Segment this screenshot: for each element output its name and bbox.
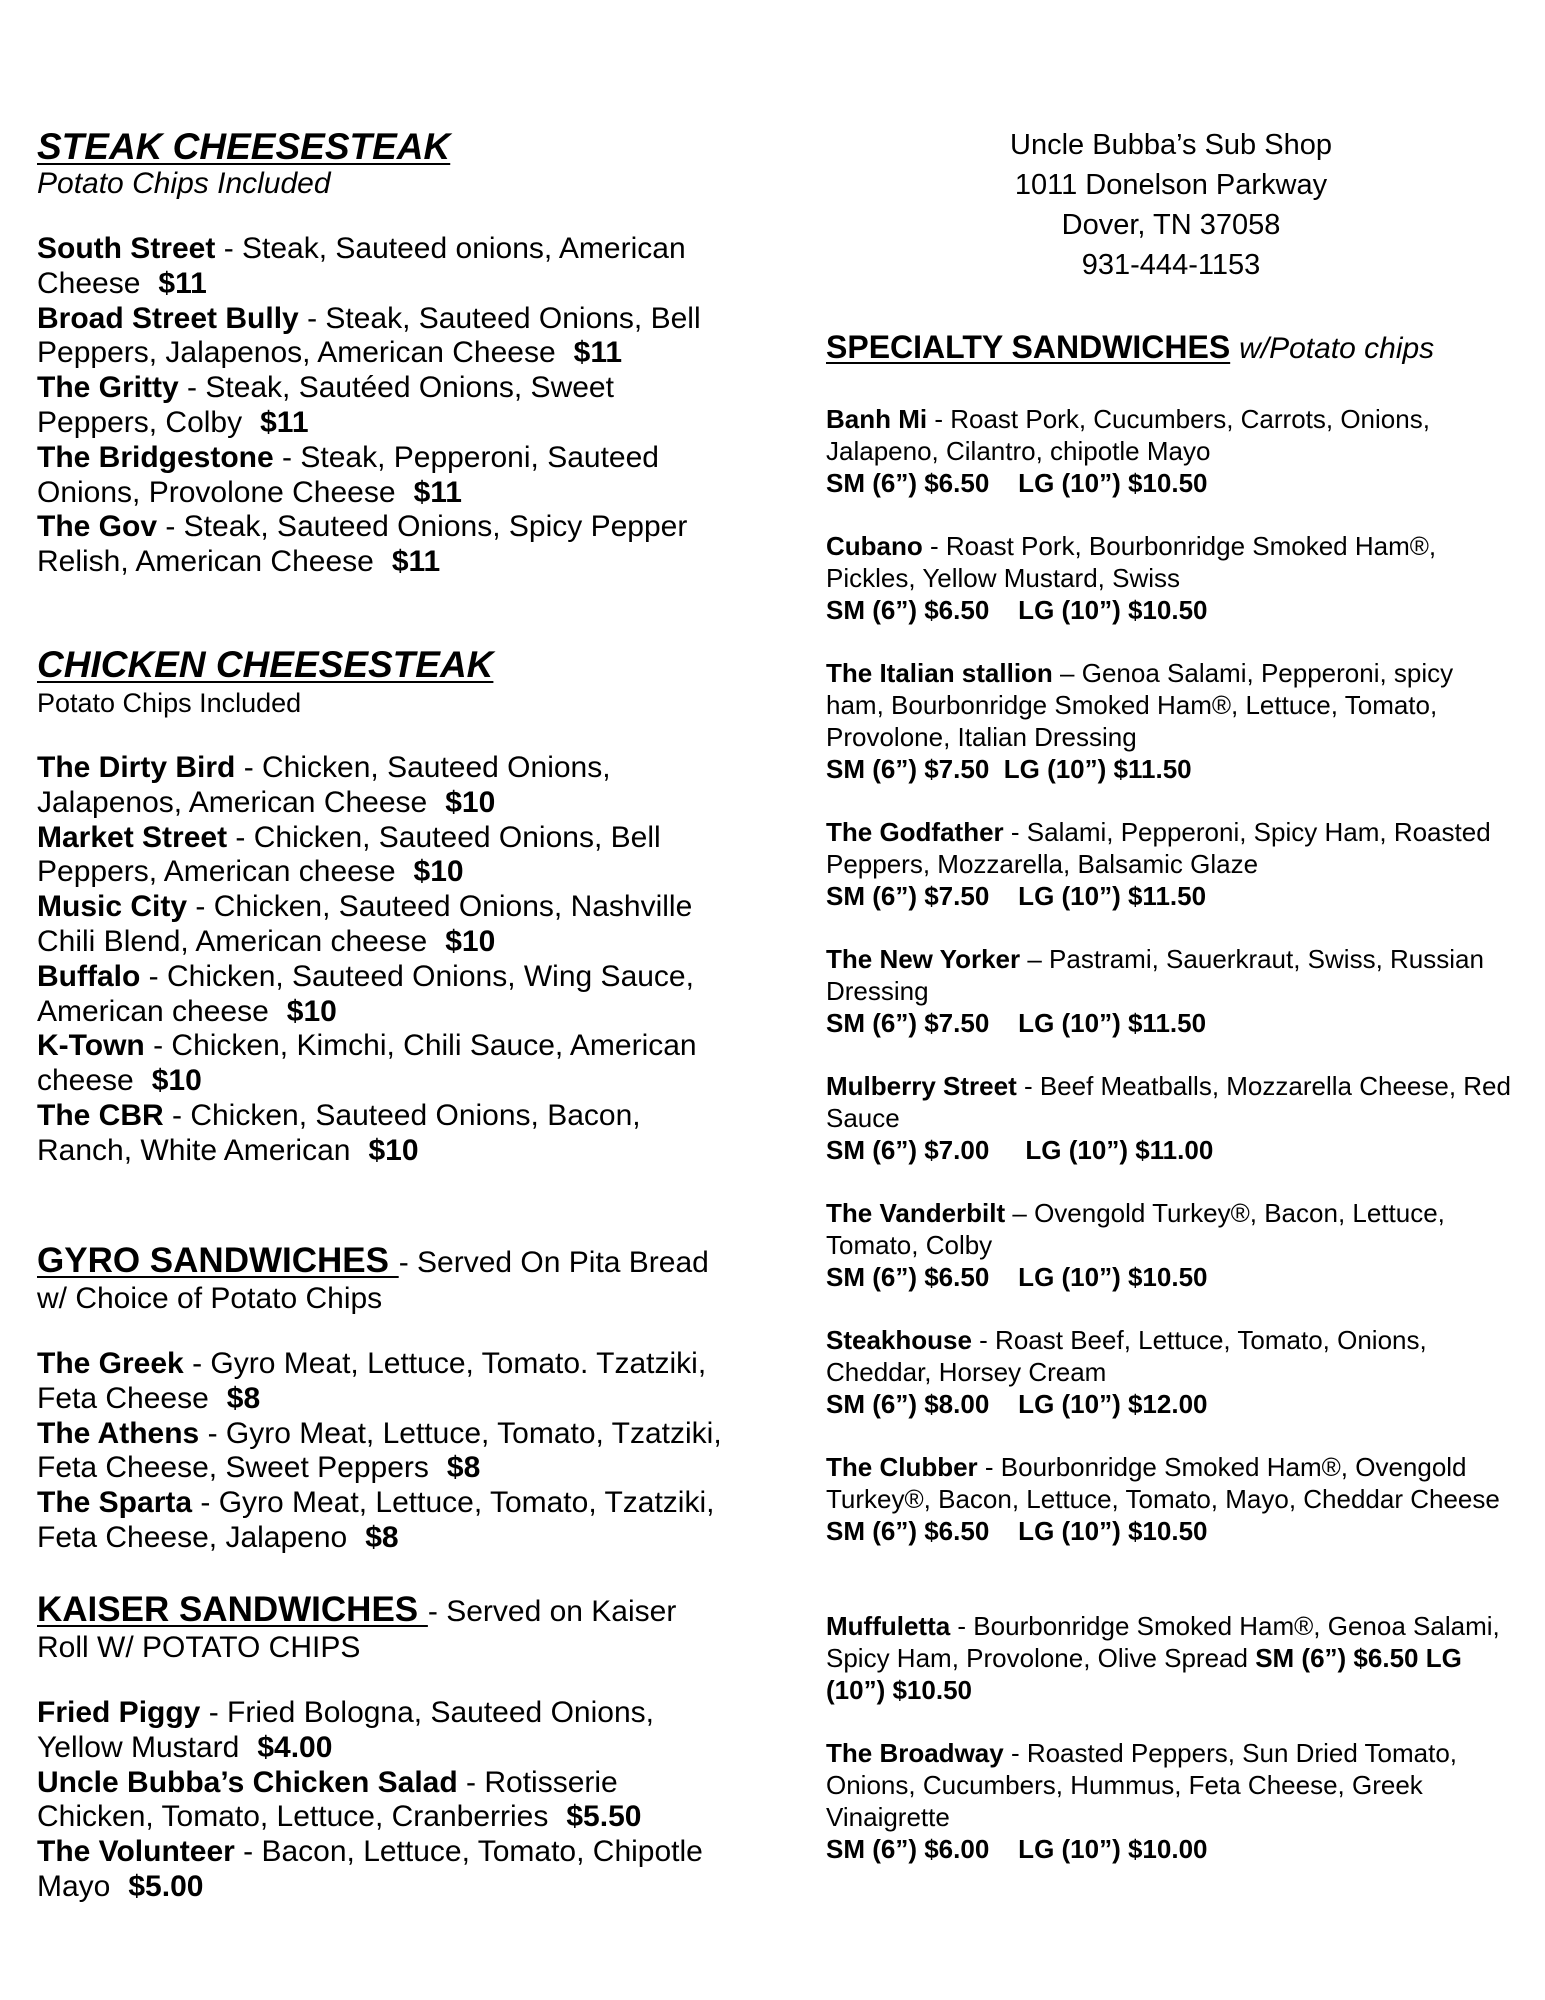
menu-item [37, 1766, 727, 1836]
item-text [826, 1610, 1516, 1706]
item-price: SM (6”) $6.50 LG (10”) $10.50 [826, 1262, 1208, 1292]
item-text [826, 943, 1516, 1007]
item-desc: - Chicken, Sauteed Onions, Jalapenos, American Cheese [37, 751, 611, 819]
menu-item [826, 1070, 1516, 1197]
item-price: SM (6”) $6.50 LG (10”) $10.50 [826, 1516, 1208, 1546]
menu-item [37, 1099, 727, 1169]
item-price: $8 [365, 1520, 399, 1554]
item-text [826, 657, 1516, 753]
item-price: SM (6”) $6.50 LG (10”) $10.50 [826, 595, 1208, 625]
item-desc: – Ovengold Turkey®, Bacon, Lettuce, Tomato, Colby [826, 1198, 1445, 1260]
item-price: $10 [368, 1133, 419, 1167]
chicken-subheading: Potato Chips Included [37, 688, 302, 718]
chicken-items [37, 751, 727, 1169]
specialty-section [826, 327, 1516, 1896]
item-price: SM (6”) $7.50 LG (10”) $11.50 [826, 754, 1192, 784]
item-desc: - Chicken, Kimchi, Chili Sauce, American cheese [37, 1029, 697, 1098]
item-name: The New Yorker [826, 944, 1021, 974]
menu-item [37, 1696, 727, 1766]
item-text [826, 403, 1516, 467]
item-desc: – Pastrami, Sauerkraut, Swiss, Russian Dressing [826, 944, 1484, 1006]
item-desc: - Chicken, Sauteed Onions, Nashville Chili Blend, American cheese [37, 890, 693, 958]
item-price: $10 [286, 994, 337, 1028]
menu-item [37, 302, 727, 372]
item-desc: – Genoa Salami, Pepperoni, spicy ham, Bourbonridge Smoked Ham®, Lettuce, Tomato, Provolone, Italian Dressing [826, 658, 1454, 752]
menu-item [37, 1417, 727, 1487]
menu-item [826, 1610, 1516, 1737]
item-name: The Gritty [37, 371, 179, 405]
menu-item [826, 1451, 1516, 1610]
item-desc: - Roast Beef, Lettuce, Tomato, Onions, Cheddar, Horsey Cream [826, 1325, 1427, 1387]
item-price: $4.00 [257, 1730, 333, 1764]
item-price: $11 [260, 405, 309, 439]
gyro-subheading: - Served On Pita Bread w/ Choice of Potato Chips [37, 1246, 709, 1315]
shop-phone: 931-444-1153 [1081, 249, 1261, 281]
item-name: South Street [37, 232, 216, 265]
item-text [826, 530, 1516, 594]
item-name: The Vanderbilt [826, 1198, 1006, 1228]
menu-item [37, 1347, 727, 1417]
steak-heading: STEAK CHEESESTEAK [37, 126, 451, 167]
kaiser-heading: KAISER SANDWICHES [37, 1590, 428, 1629]
item-price: SM (6”) $7.00 LG (10”) $11.00 [826, 1135, 1214, 1165]
item-text [826, 816, 1516, 880]
item-price: $10 [151, 1064, 202, 1098]
item-name: The Greek [37, 1347, 184, 1380]
item-text [826, 1197, 1516, 1261]
item-price: $11 [573, 336, 623, 370]
menu-item [826, 1737, 1516, 1896]
steak-section [37, 127, 727, 580]
item-desc: - Rotisserie Chicken, Tomato, Lettuce, Cranberries [37, 1765, 618, 1834]
menu-item [37, 510, 727, 580]
menu-item [826, 943, 1516, 1070]
kaiser-subheading: - Served on Kaiser Roll W/ POTATO CHIPS [37, 1595, 677, 1664]
shop-name: Uncle Bubba’s Sub Shop [1010, 129, 1332, 161]
item-desc: - Roast Pork, Bourbonridge Smoked Ham®, Pickles, Yellow Mustard, Swiss [826, 531, 1437, 593]
item-desc: - Gyro Meat, Lettuce, Tomato. Tzatziki, Feta Cheese [37, 1347, 707, 1415]
item-desc: - Beef Meatballs, Mozzarella Cheese, Red Sauce [826, 1071, 1511, 1133]
menu-item [37, 890, 727, 960]
item-price: SM (6”) $6.50 LG (10”) $10.50 [826, 468, 1208, 498]
steak-items [37, 232, 727, 580]
menu-item [826, 816, 1516, 943]
specialty-heading: SPECIALTY SANDWICHES [826, 329, 1231, 365]
item-price: $8 [446, 1451, 481, 1485]
item-desc: - Steak, Sauteed Onions, Spicy Pepper Relish, American Cheese [37, 510, 688, 579]
item-price: $8 [226, 1381, 261, 1415]
item-price: $11 [158, 266, 207, 300]
item-desc: - Bacon, Lettuce, Tomato, Chipotle Mayo [37, 1835, 703, 1903]
item-name: Uncle Bubba’s Chicken Salad [37, 1765, 458, 1799]
item-desc: - Gyro Meat, Lettuce, Tomato, Tzatziki, Feta Cheese, Jalapeno [37, 1486, 715, 1554]
specialty-header [826, 327, 1516, 369]
item-desc: - Fried Bologna, Sauteed Onions, Yellow Mustard [37, 1696, 654, 1764]
item-desc: - Bourbonridge Smoked Ham®, Genoa Salami, Spicy Ham, Provolone, Olive Spread [826, 1611, 1500, 1673]
item-desc: - Roast Pork, Cucumbers, Carrots, Onions, Jalapeno, Cilantro, chipotle Mayo [826, 404, 1430, 466]
chicken-heading: CHICKEN CHEESESTEAK [37, 644, 494, 685]
menu-item [37, 960, 727, 1030]
gyro-section [37, 1243, 727, 1556]
item-price: SM (6”) $7.50 LG (10”) $11.50 [826, 881, 1207, 911]
item-name: The Athens [37, 1416, 200, 1450]
item-text [826, 1451, 1516, 1515]
gyro-heading: GYRO SANDWICHES [37, 1241, 399, 1280]
item-desc: - Gyro Meat, Lettuce, Tomato, Tzatziki, Feta Cheese, Sweet Peppers [37, 1416, 722, 1485]
item-desc: - Bourbonridge Smoked Ham®, Ovengold Turkey®, Bacon, Lettuce, Tomato, Mayo, Cheddar Cheese [826, 1452, 1500, 1514]
item-price: $11 [413, 475, 462, 509]
steak-subheading: Potato Chips Included [37, 167, 331, 200]
item-desc: - Steak, Sauteed Onions, Bell Peppers, Jalapenos, American Cheese [37, 301, 701, 370]
item-price: $5.00 [128, 1869, 204, 1903]
item-name: Muffuletta [826, 1611, 951, 1641]
item-name: The Italian stallion [826, 658, 1053, 688]
item-price: $10 [445, 785, 496, 819]
item-name: Cubano [826, 531, 923, 561]
menu-item [37, 371, 727, 441]
item-price: $5.50 [566, 1800, 642, 1834]
item-name: Music City [37, 890, 188, 924]
item-desc: - Chicken, Sauteed Onions, Bacon, Ranch, White American [37, 1098, 641, 1167]
item-desc: - Steak, Sautéed Onions, Sweet Peppers, Colby [37, 371, 614, 439]
gyro-header [37, 1243, 727, 1317]
item-text [826, 1737, 1516, 1833]
item-text [826, 1324, 1516, 1388]
menu-item [37, 441, 727, 511]
item-desc: - Chicken, Sauteed Onions, Wing Sauce, American cheese [37, 959, 694, 1028]
item-price: SM (6”) $8.00 LG (10”) $12.00 [826, 1389, 1208, 1419]
item-text [826, 1070, 1516, 1134]
menu-item [826, 1197, 1516, 1324]
menu-item [37, 821, 727, 891]
shop-city: Dover, TN 37058 [1061, 209, 1281, 241]
item-name: Steakhouse [826, 1325, 972, 1355]
item-name: The Godfather [826, 817, 1004, 847]
specialty-tag: w/Potato chips [1239, 332, 1435, 365]
item-name: Fried Piggy [37, 1696, 201, 1729]
menu-item [37, 232, 727, 302]
item-price: SM (6”) $7.50 LG (10”) $11.50 [826, 1008, 1207, 1038]
item-name: The Broadway [826, 1738, 1004, 1768]
item-desc: - Steak, Pepperoni, Sauteed Onions, Provolone Cheese [37, 440, 659, 509]
kaiser-header [37, 1592, 727, 1666]
shop-address [826, 125, 1516, 285]
item-name: The Bridgestone [37, 440, 274, 474]
item-name: The CBR [37, 1098, 164, 1132]
item-price: $11 [391, 545, 441, 579]
menu-item [826, 530, 1516, 657]
kaiser-section [37, 1592, 727, 1905]
menu-item [37, 1835, 727, 1905]
item-price: SM (6”) $6.00 LG (10”) $10.00 [826, 1834, 1208, 1864]
menu-item [826, 403, 1516, 530]
item-price: $10 [413, 855, 464, 889]
menu-item [37, 1029, 727, 1099]
item-name: The Gov [37, 510, 158, 544]
item-desc: - Salami, Pepperoni, Spicy Ham, Roasted Peppers, Mozzarella, Balsamic Glaze [826, 817, 1491, 879]
menu-item [826, 1324, 1516, 1451]
item-name: The Dirty Bird [37, 751, 236, 784]
chicken-section [37, 645, 727, 1169]
specialty-items [826, 403, 1516, 1896]
shop-street: 1011 Donelson Parkway [1014, 169, 1328, 201]
item-desc: - Chicken, Sauteed Onions, Bell Peppers, American cheese [37, 820, 661, 889]
item-name: Buffalo [37, 959, 141, 993]
menu-item [37, 751, 727, 821]
kaiser-items [37, 1696, 727, 1905]
item-name: Broad Street Bully [37, 301, 299, 335]
menu-item [37, 1486, 727, 1556]
item-name: The Clubber [826, 1452, 978, 1482]
item-desc: - Roasted Peppers, Sun Dried Tomato, Onions, Cucumbers, Hummus, Feta Cheese, Greek Vinaigrette [826, 1738, 1458, 1832]
item-name: The Volunteer [37, 1835, 235, 1869]
gyro-items [37, 1347, 727, 1556]
item-price: $10 [445, 924, 496, 958]
item-name: K-Town [37, 1029, 145, 1063]
menu-item [826, 657, 1516, 816]
item-name: Mulberry Street [826, 1071, 1017, 1101]
item-name: Market Street [37, 820, 228, 854]
item-desc: - Steak, Sauteed onions, American Cheese [37, 232, 686, 300]
item-price: SM (6”) $6.50 LG (10”) $10.50 [826, 1643, 1462, 1705]
item-name: The Sparta [37, 1486, 193, 1520]
item-name: Banh Mi [826, 404, 928, 434]
